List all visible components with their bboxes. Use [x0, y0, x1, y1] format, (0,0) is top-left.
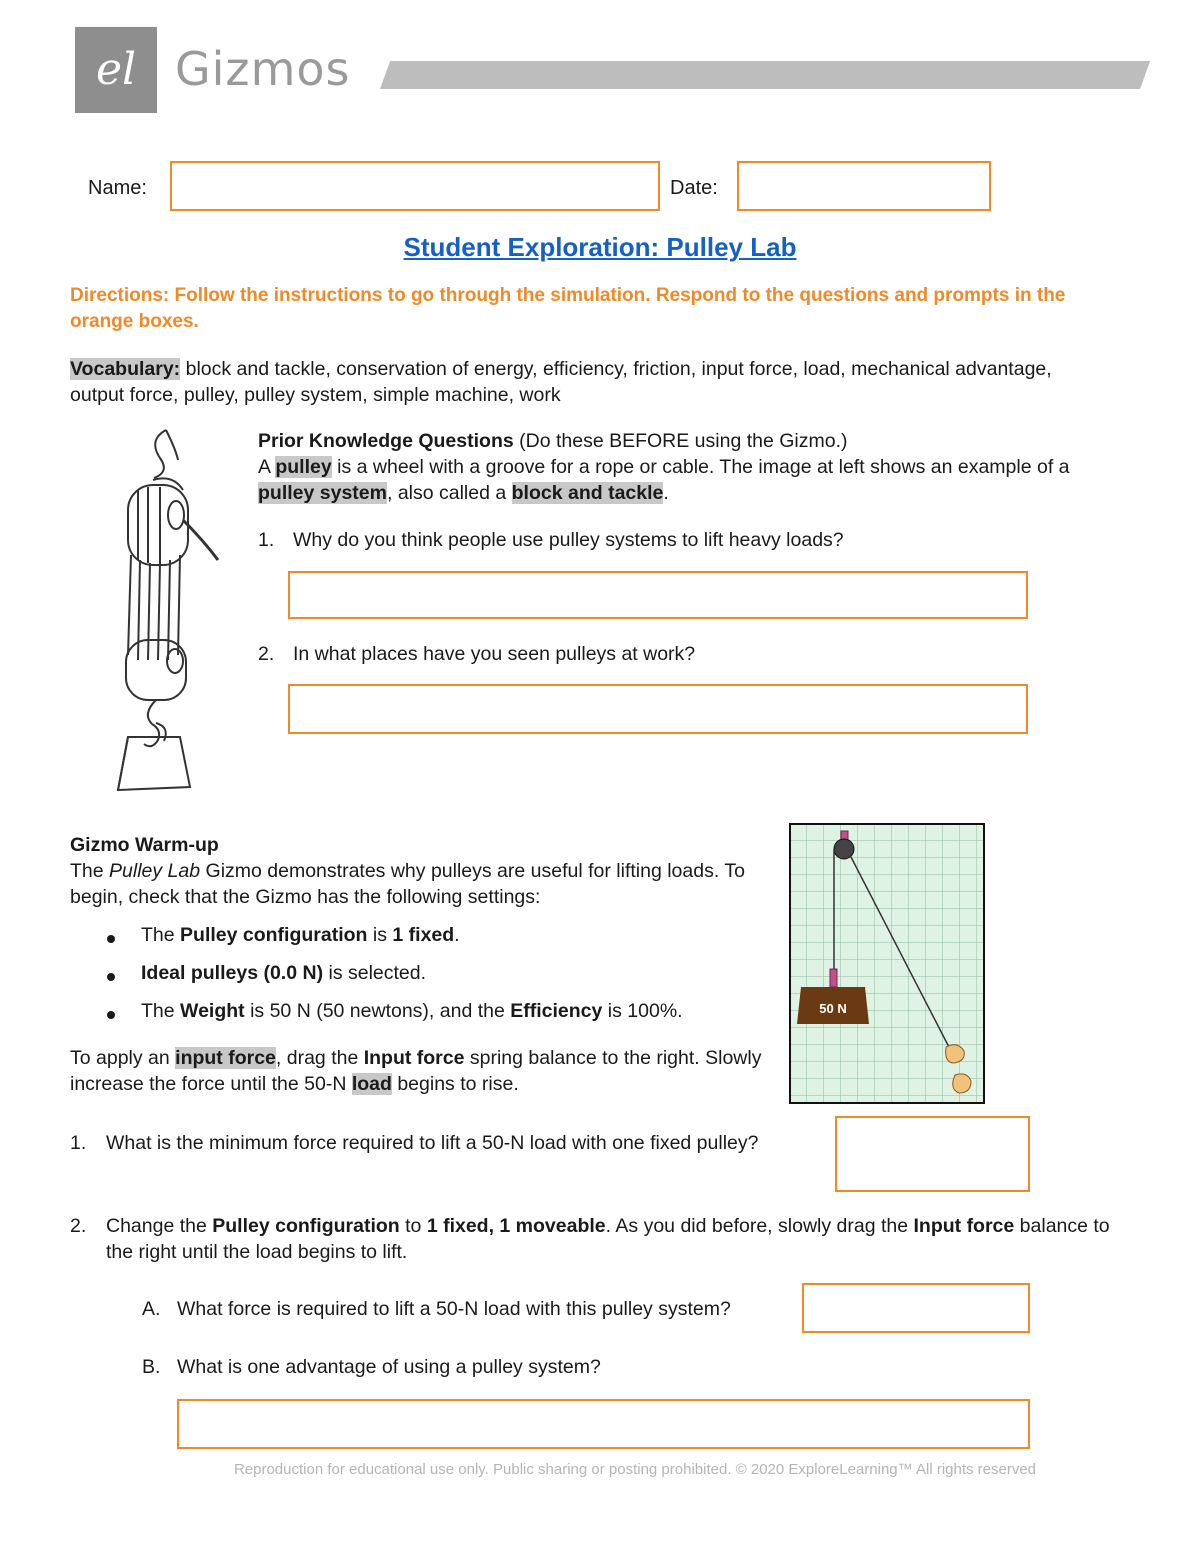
prior-q2-answer-box[interactable] — [288, 684, 1028, 734]
setting-bullet-2: Ideal pulleys (0.0 N) is selected. — [141, 962, 781, 985]
qb-answer-box[interactable] — [177, 1399, 1030, 1449]
gizmos-brand: Gizmos — [175, 42, 351, 96]
header-bar — [380, 61, 1150, 89]
explorelearning-logo: el — [75, 27, 157, 113]
warmup-heading: Gizmo Warm-up — [70, 834, 219, 856]
q2-number: 2. — [70, 1215, 87, 1237]
input-force-instructions: To apply an input force, drag the Input force spring balance to the right. Slowly increase the force until the 50-N load begins to rise. — [70, 1047, 762, 1095]
prior-q1-number: 1. — [258, 529, 275, 551]
prior-q2: In what places have you seen pulleys at work? — [293, 643, 696, 665]
name-field[interactable] — [170, 161, 660, 211]
block-and-tackle-illustration — [98, 425, 228, 795]
setting-bullet-1: The Pulley configuration is 1 fixed. — [141, 924, 781, 947]
date-field[interactable] — [737, 161, 991, 211]
qa-answer-box[interactable] — [802, 1283, 1030, 1333]
qb-text: What is one advantage of using a pulley system? — [177, 1356, 601, 1378]
page-title: Student Exploration: Pulley Lab — [403, 232, 797, 262]
prior-knowledge-text: Prior Knowledge Questions (Do these BEFORE using the Gizmo.) A pulley is a wheel with a groove for a rope or cable. The image at left shows an example of a pulley system, also called a block and tackle. — [258, 428, 1128, 506]
q1-number: 1. — [70, 1132, 87, 1154]
qa-text: What force is required to lift a 50-N load with this pulley system? — [177, 1298, 731, 1320]
warmup-text: Gizmo Warm-up The Pulley Lab Gizmo demonstrates why pulleys are useful for lifting loads. To begin, check that the Gizmo has the following settings: — [70, 832, 770, 910]
name-label: Name: — [88, 177, 147, 199]
prior-q2-number: 2. — [258, 643, 275, 665]
q1-text: What is the minimum force required to lift a 50-N load with one fixed pulley? — [106, 1132, 759, 1154]
directions: Directions: Follow the instructions to go through the simulation. Respond to the questions and prompts in the orange boxes. — [70, 285, 1066, 332]
footer-copyright: Reproduction for educational use only. Public sharing or posting prohibited. © 2020 ExploreLearning™ All rights reserved — [233, 1461, 1037, 1478]
qb-number: B. — [142, 1356, 161, 1378]
prior-q1: Why do you think people use pulley systems to lift heavy loads? — [293, 529, 844, 551]
q2-text: Change the Pulley configuration to 1 fixed, 1 moveable. As you did before, slowly drag the Input force balance to the right until the load begins to lift. — [106, 1215, 1110, 1263]
q1-answer-box[interactable] — [835, 1116, 1030, 1192]
date-label: Date: — [670, 177, 718, 199]
setting-bullet-3: The Weight is 50 N (50 newtons), and the Efficiency is 100%. — [141, 1000, 781, 1023]
weight-label: 50 N — [819, 1001, 847, 1016]
prior-q1-answer-box[interactable] — [288, 571, 1028, 619]
pulley-gizmo-screenshot — [789, 823, 985, 1104]
vocabulary: Vocabulary: block and tackle, conservation of energy, efficiency, friction, input force, load, mechanical advantage, output force, pulley, pulley system, simple machine, work — [70, 358, 1052, 406]
prior-heading: Prior Knowledge Questions (Do these BEFORE using the Gizmo.) — [258, 430, 848, 452]
qa-number: A. — [142, 1298, 161, 1320]
